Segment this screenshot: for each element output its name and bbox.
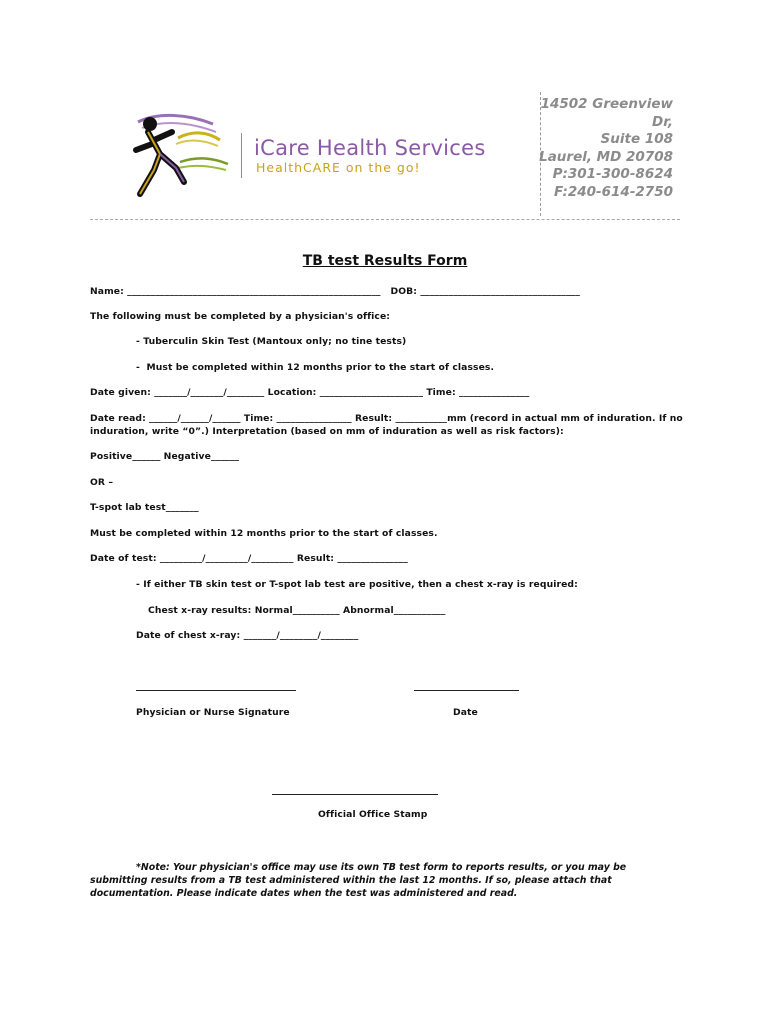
runner-logo	[118, 110, 238, 205]
name-dob-line[interactable]: Name: ______________________________________________________ DOB: __________________________________	[90, 286, 580, 297]
date-label: Date	[453, 707, 478, 718]
bullet-12-months: - Must be completed within 12 months prior to the start of classes.	[136, 362, 495, 373]
signature-line[interactable]	[136, 690, 296, 691]
footnote-text: *Note: Your physician's office may use its own TB test form to reports results, or you may be submitting results from a TB test administered within the last 12 months. If so, please attach that documentation. Please indicate dates when the test was administered and read.	[90, 862, 627, 899]
stamp-line[interactable]	[272, 794, 438, 795]
intro-text: The following must be completed by a physician's office:	[90, 311, 391, 322]
chest-xray-results-line[interactable]: Chest x-ray results: Normal__________ Abnormal___________	[148, 605, 446, 616]
date-given-line[interactable]: Date given: _______/_______/________ Location: ______________________ Time: _______________	[90, 387, 530, 398]
chest-xray-date-line[interactable]: Date of chest x-ray: _______/________/________	[136, 630, 359, 641]
chest-xray-note: - If either TB skin test or T-spot lab test are positive, then a chest x-ray is required:	[136, 579, 578, 590]
date-signature-line[interactable]	[414, 690, 519, 691]
address-line: Dr,	[651, 113, 673, 130]
positive-negative-line[interactable]: Positive______ Negative______	[90, 451, 240, 462]
footnote	[90, 861, 680, 900]
interpretation-line: induration, write “0”.) Interpretation (based on mm of induration as well as risk factors):	[90, 426, 564, 437]
form-title: TB test Results Form	[302, 253, 468, 269]
brand-divider	[241, 133, 242, 178]
must-complete-text: Must be completed within 12 months prior to the start of classes.	[90, 528, 438, 539]
header-rule	[90, 219, 680, 220]
date-of-test-line[interactable]: Date of test: _________/_________/_________ Result: _______________	[90, 553, 408, 564]
company-address	[539, 96, 673, 201]
date-read-line[interactable]: Date read: ______/______/______ Time: ________________ Result: ___________mm (record in actual mm of induration. If no	[90, 413, 683, 424]
company-name: iCare Health Services	[254, 136, 486, 160]
company-tagline: HealthCARE on the go!	[256, 160, 421, 175]
or-text: OR –	[90, 477, 114, 488]
bullet-skin-test: - Tuberculin Skin Test (Mantoux only; no tine tests)	[136, 336, 407, 347]
address-line: P:301-300-8624	[552, 166, 673, 182]
address-line: F:240-614-2750	[553, 183, 673, 200]
address-line: 14502 Greenview	[540, 96, 673, 112]
stamp-label: Official Office Stamp	[318, 809, 428, 820]
address-line: Laurel, MD 20708	[539, 148, 673, 165]
address-line: Suite 108	[600, 131, 673, 147]
tspot-line[interactable]: T-spot lab test_______	[90, 502, 199, 513]
signature-label: Physician or Nurse Signature	[136, 707, 290, 718]
